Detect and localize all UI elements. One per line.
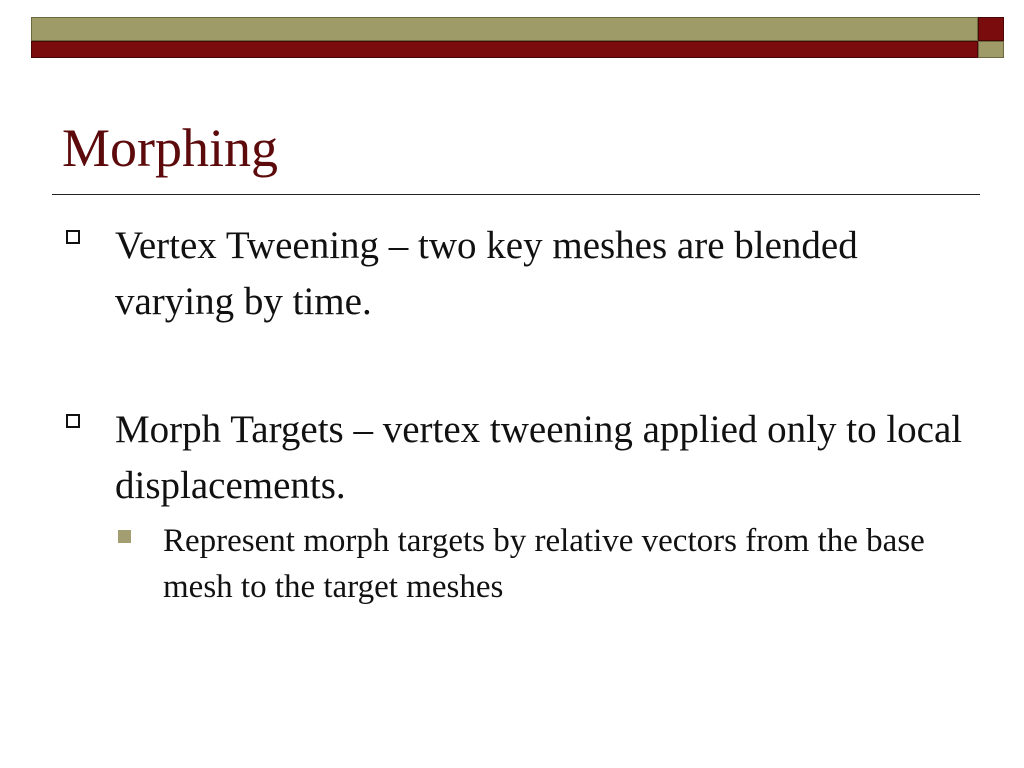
header-banner-red-bar — [31, 41, 978, 58]
filled-square-bullet-icon — [118, 530, 131, 543]
sub-bullet-text: Represent morph targets by relative vectors from the base mesh to the target meshes — [163, 523, 925, 605]
header-banner-olive-bar — [31, 17, 978, 41]
header-corner-red-block — [978, 17, 1004, 41]
header-corner-olive-block — [978, 41, 1004, 58]
bullet-text: Morph Targets – vertex tweening applied only to local displacements. — [115, 408, 963, 507]
hollow-square-bullet-icon — [66, 230, 80, 244]
hollow-square-bullet-icon — [66, 414, 80, 428]
bullet-text: Vertex Tweening – two key meshes are blended varying by time. — [115, 224, 858, 323]
title-divider — [52, 194, 980, 195]
slide-title: Morphing — [62, 118, 278, 178]
